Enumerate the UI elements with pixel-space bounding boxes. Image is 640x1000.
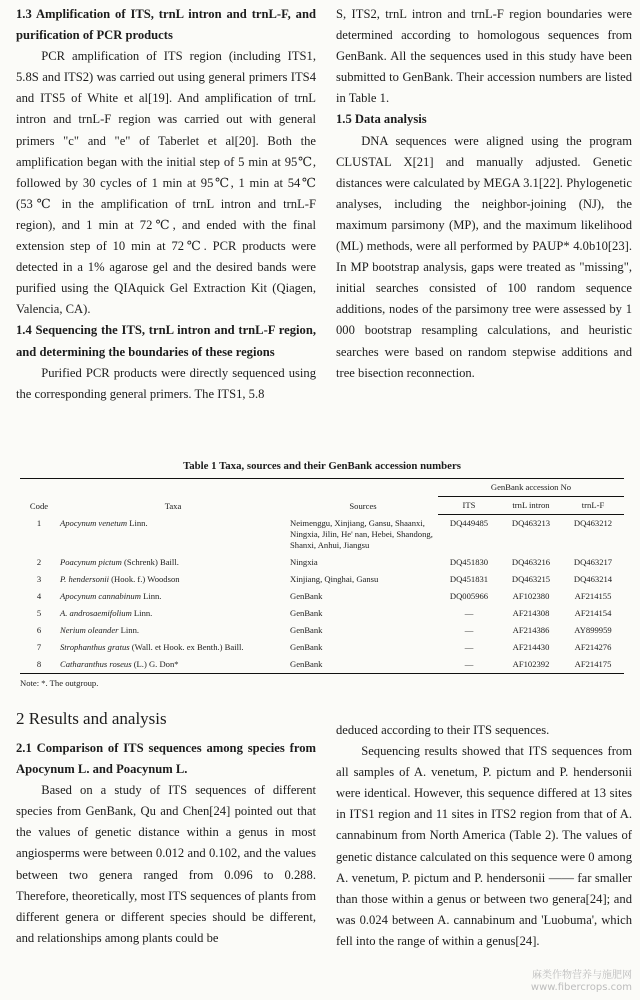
cell-taxa <box>58 515 288 554</box>
cell-its: — <box>464 607 474 618</box>
taxa-name: A. androsaemifolium <box>60 607 132 618</box>
header-sources: Sources <box>288 479 438 515</box>
header-code: Code <box>20 479 58 515</box>
table-row <box>20 605 624 622</box>
cell-its: DQ005966 <box>449 590 489 601</box>
cell-sources: Ningxia <box>290 556 318 567</box>
cell-taxa <box>58 588 288 605</box>
table-row <box>20 554 624 571</box>
cell-its: DQ451831 <box>449 573 489 584</box>
cell-trnl-f: AF214154 <box>574 607 612 618</box>
section-heading-1-5: 1.5 Data analysis <box>336 112 427 127</box>
cell-trnl-intron: AF214308 <box>512 607 550 618</box>
taxa-authority: Linn. <box>140 590 162 601</box>
cell-sources: GenBank <box>290 590 323 601</box>
taxa-authority: Linn. <box>131 607 153 618</box>
left-column-bottom <box>16 700 316 949</box>
taxa-authority: Linn. <box>118 624 140 635</box>
cell-code: 4 <box>36 590 42 601</box>
cell-taxa <box>58 639 288 656</box>
table-note: Note: *. The outgroup. <box>20 677 99 688</box>
table-row <box>20 515 624 554</box>
cell-sources: GenBank <box>290 607 323 618</box>
cell-sources: Neimenggu, Xinjiang, Gansu, Shaanxi, Ningxia, Jilin, He' nan, Hebei, Shandong, Shanxi, Anhui, Jiangsu <box>290 517 433 550</box>
cell-code: 2 <box>36 556 42 567</box>
taxa-authority: (Hook. f.) Woodson <box>109 573 180 584</box>
table-row <box>20 571 624 588</box>
cell-trnl-f: DQ463214 <box>573 573 613 584</box>
right-column-top <box>336 4 632 384</box>
taxa-name: Apocynum cannabinum <box>60 590 141 601</box>
cell-trnl-f: AF214175 <box>562 656 624 674</box>
cell-its: DQ449485 <box>449 518 489 528</box>
paragraph: Sequencing results showed that ITS sequences from all samples of A. venetum, P. pictum and P. hendersonii were identical. However, this sequence differed at 13 sites in ITS1 region and 11 sites in ITS2 region from that of A. cannabinum from North America (Table 2). The values of genetic distance calculated on this sequence were 0 among A. venetum, P. pictum and P. hendersonii —— far smaller than those within a genus or between two genera[24]; and was 0.024 between A. cannabinum and 'Luobuma', which fell into the range of within a genus[24]. <box>336 744 632 948</box>
header-its: ITS <box>438 497 500 515</box>
paragraph: Purified PCR products were directly sequenced using the corresponding general primers. The ITS1, 5.8 <box>16 365 316 401</box>
cell-taxa <box>58 571 288 588</box>
watermark <box>531 970 632 994</box>
cell-code: 8 <box>20 656 58 674</box>
right-column-bottom <box>336 720 632 952</box>
cell-trnl-intron: DQ463216 <box>511 556 551 567</box>
header-taxa: Taxa <box>58 479 288 515</box>
section-heading-2: 2 Results and analysis <box>16 709 167 728</box>
cell-sources: Xinjiang, Qinghai, Gansu <box>290 573 379 584</box>
paragraph: DNA sequences were aligned using the program CLUSTAL X[21] and manually adjusted. Genetic distances were calculated by MEGA 3.1[22]. Phylogenetic analyses, including the neighbor-joining (NJ), the maximum parsimony (MP), and the maximum likelihood (ML) methods, were all performed by PAUP* 4.0b10[23]. In MP bootstrap analysis, gaps were treated as "missing", initial searches consisted of 100 random sequence additions, nodes of the parsimony tree were assessed by 1 000 bootstrap resampling calculations, and heuristic searches were based on random stepwise additions and tree bisection reconnection. <box>336 133 632 380</box>
watermark-line: 麻类作物营养与施肥网 <box>532 970 632 981</box>
section-heading-2-1: 2.1 Comparison of ITS sequences among species from Apocynum L. and Poacynum L. <box>16 741 316 777</box>
table-body <box>20 515 624 674</box>
taxa-authority: Linn. <box>127 517 148 528</box>
paragraph: PCR amplification of ITS region (including ITS1, 5.8S and ITS2) was carried out using general primers ITS4 and ITS5 of White et al[19]. And amplification of trnL intron and trnL-F region was carried out with general primers "c" and "e" of Taberlet et al[20]. Both the amplification began with the initial step of 5 min at 95℃, followed by 30 cycles of 1 min at 95℃, 1 min at 54℃ (53℃ in the amplification of trnL intron and trnL-F region), and 1 min at 72℃, and ended with the final extension step of 10 min at 72℃. PCR products were detected in a 1% agarose gel and the desired bands were purified using the QIAquick Gel Extraction Kit (Qiagen, Valencia, CA). <box>16 49 316 317</box>
header-trnl-intron: trnL intron <box>500 497 562 515</box>
taxa-name: P. hendersonii <box>60 573 110 584</box>
left-column-top <box>16 4 316 405</box>
cell-trnl-f: AF214155 <box>574 590 612 601</box>
paragraph: deduced according to their ITS sequences. <box>336 723 550 737</box>
header-trnl-f: trnL-F <box>562 497 624 515</box>
cell-trnl-f: AY899959 <box>574 624 612 635</box>
taxa-authority: (Schrenk) Baill. <box>121 556 179 567</box>
paragraph: S, ITS2, trnL intron and trnL-F region boundaries were determined according to homologous sequences from GenBank. All the sequences used in this study have been submitted to GenBank. Their accession numbers are listed in Table 1. <box>336 7 632 106</box>
cell-code: 5 <box>36 607 42 618</box>
cell-code: 7 <box>36 641 42 652</box>
cell-trnl-f: DQ463212 <box>573 518 613 528</box>
section-heading-1-3: 1.3 Amplification of ITS, trnL intron and trnL-F, and purification of PCR products <box>16 7 316 43</box>
cell-trnl-intron: DQ463213 <box>511 518 551 528</box>
taxa-name: Nerium oleander <box>60 624 119 635</box>
cell-its: DQ451830 <box>449 556 489 567</box>
cell-its: — <box>464 624 474 635</box>
watermark-line: www.fibercrops.com <box>530 982 632 993</box>
cell-taxa <box>58 605 288 622</box>
cell-taxa <box>58 622 288 639</box>
table-row <box>20 622 624 639</box>
cell-taxa <box>58 554 288 571</box>
cell-code: 3 <box>36 573 42 584</box>
cell-code: 6 <box>36 624 42 635</box>
taxa-name: Strophanthus gratus <box>60 641 130 652</box>
paragraph: Based on a study of ITS sequences of different species from GenBank, Qu and Chen[24] pointed out that the values of genetic distance within a genus in most angiosperms were between 0.012 and 0.102, and the values between two genera ranged from 0.096 to 0.288. Therefore, theoretically, most ITS sequences of plants from different genera or different species should be different, and relationships among plants could be <box>16 783 316 945</box>
cell-its: — <box>438 656 500 674</box>
taxa-authority: (Wall. et Hook. ex Benth.) Baill. <box>129 641 244 652</box>
cell-trnl-intron: AF214430 <box>512 641 550 652</box>
taxa-name: Catharanthus roseus <box>60 658 132 669</box>
cell-trnl-f: AF214276 <box>574 641 612 652</box>
header-genbank-group: GenBank accession No <box>438 479 624 497</box>
taxa-name: Apocynum venetum <box>60 517 128 528</box>
cell-sources: GenBank <box>288 656 438 674</box>
section-heading-1-4: 1.4 Sequencing the ITS, trnL intron and trnL-F region, and determining the boundaries of these regions <box>16 323 316 359</box>
table-row <box>20 639 624 656</box>
taxa-name: Poacynum pictum <box>60 556 122 567</box>
cell-trnl-intron: DQ463215 <box>511 573 551 584</box>
cell-its: — <box>464 641 474 652</box>
accession-table <box>20 478 624 674</box>
cell-code: 1 <box>36 517 42 528</box>
cell-taxa <box>58 656 288 674</box>
cell-sources: GenBank <box>290 624 323 635</box>
cell-trnl-intron: AF102392 <box>500 656 562 674</box>
table-1 <box>20 458 624 688</box>
table-row <box>20 656 624 674</box>
cell-sources: GenBank <box>290 641 323 652</box>
table-row <box>20 588 624 605</box>
cell-trnl-intron: AF102380 <box>512 590 550 601</box>
table-title: Table 1 Taxa, sources and their GenBank accession numbers <box>183 460 461 472</box>
cell-trnl-f: DQ463217 <box>573 556 613 567</box>
taxa-authority: (L.) G. Don* <box>131 658 179 669</box>
cell-trnl-intron: AF214386 <box>512 624 550 635</box>
